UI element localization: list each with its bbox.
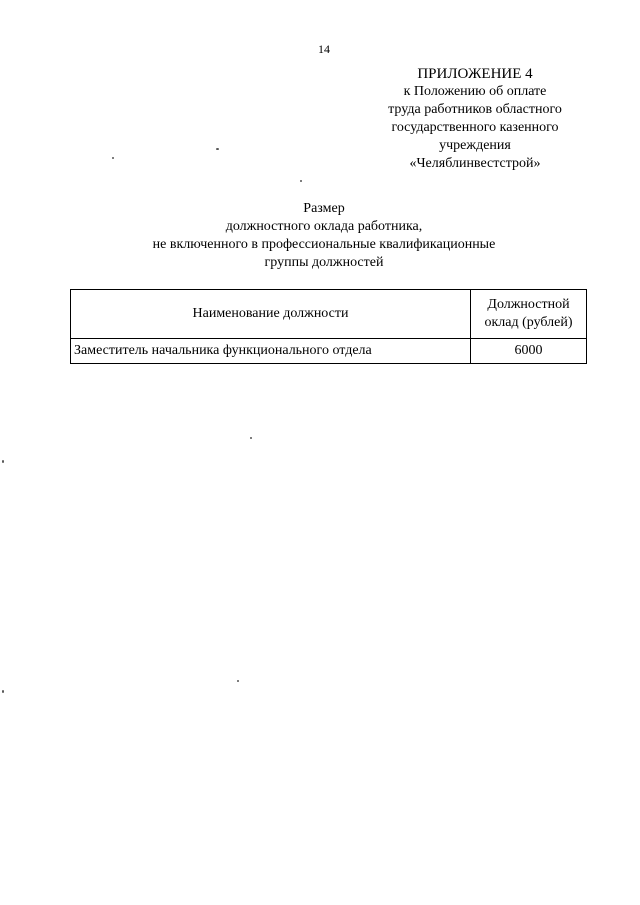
appendix-line: к Положению об оплате bbox=[403, 84, 547, 99]
document-title bbox=[0, 200, 640, 272]
title-line: группы должностей bbox=[264, 255, 384, 270]
scan-speck bbox=[112, 157, 114, 159]
appendix-line: «Челяблинвестстрой» bbox=[409, 156, 541, 171]
salary-column-header bbox=[471, 290, 587, 339]
title-line: должностного оклада работника, bbox=[225, 219, 423, 234]
salary-table bbox=[70, 289, 587, 364]
salary-cell: 6000 bbox=[471, 339, 587, 364]
scan-speck bbox=[2, 690, 4, 693]
appendix-line: труда работников областного bbox=[388, 102, 562, 117]
appendix-line: государственного казенного bbox=[391, 120, 559, 135]
scan-speck bbox=[250, 437, 252, 439]
appendix-line: учреждения bbox=[439, 138, 511, 153]
position-cell: Заместитель начальника функционального отдела bbox=[71, 339, 471, 364]
scan-speck bbox=[216, 148, 219, 150]
title-line: Размер bbox=[303, 201, 345, 216]
appendix-block bbox=[360, 65, 590, 173]
scan-speck bbox=[237, 680, 239, 682]
scan-speck bbox=[300, 180, 302, 182]
table-row bbox=[71, 339, 587, 364]
position-column-header: Наименование должности bbox=[71, 290, 471, 339]
title-line: не включенного в профессиональные квалификационные bbox=[152, 237, 496, 252]
salary-header-line: оклад (рублей) bbox=[484, 315, 573, 330]
appendix-heading: ПРИЛОЖЕНИЕ 4 bbox=[417, 66, 533, 82]
table-header-row bbox=[71, 290, 587, 339]
page-number: 14 bbox=[318, 42, 330, 56]
scan-speck bbox=[2, 460, 4, 463]
salary-header-line: Должностной bbox=[487, 297, 570, 312]
